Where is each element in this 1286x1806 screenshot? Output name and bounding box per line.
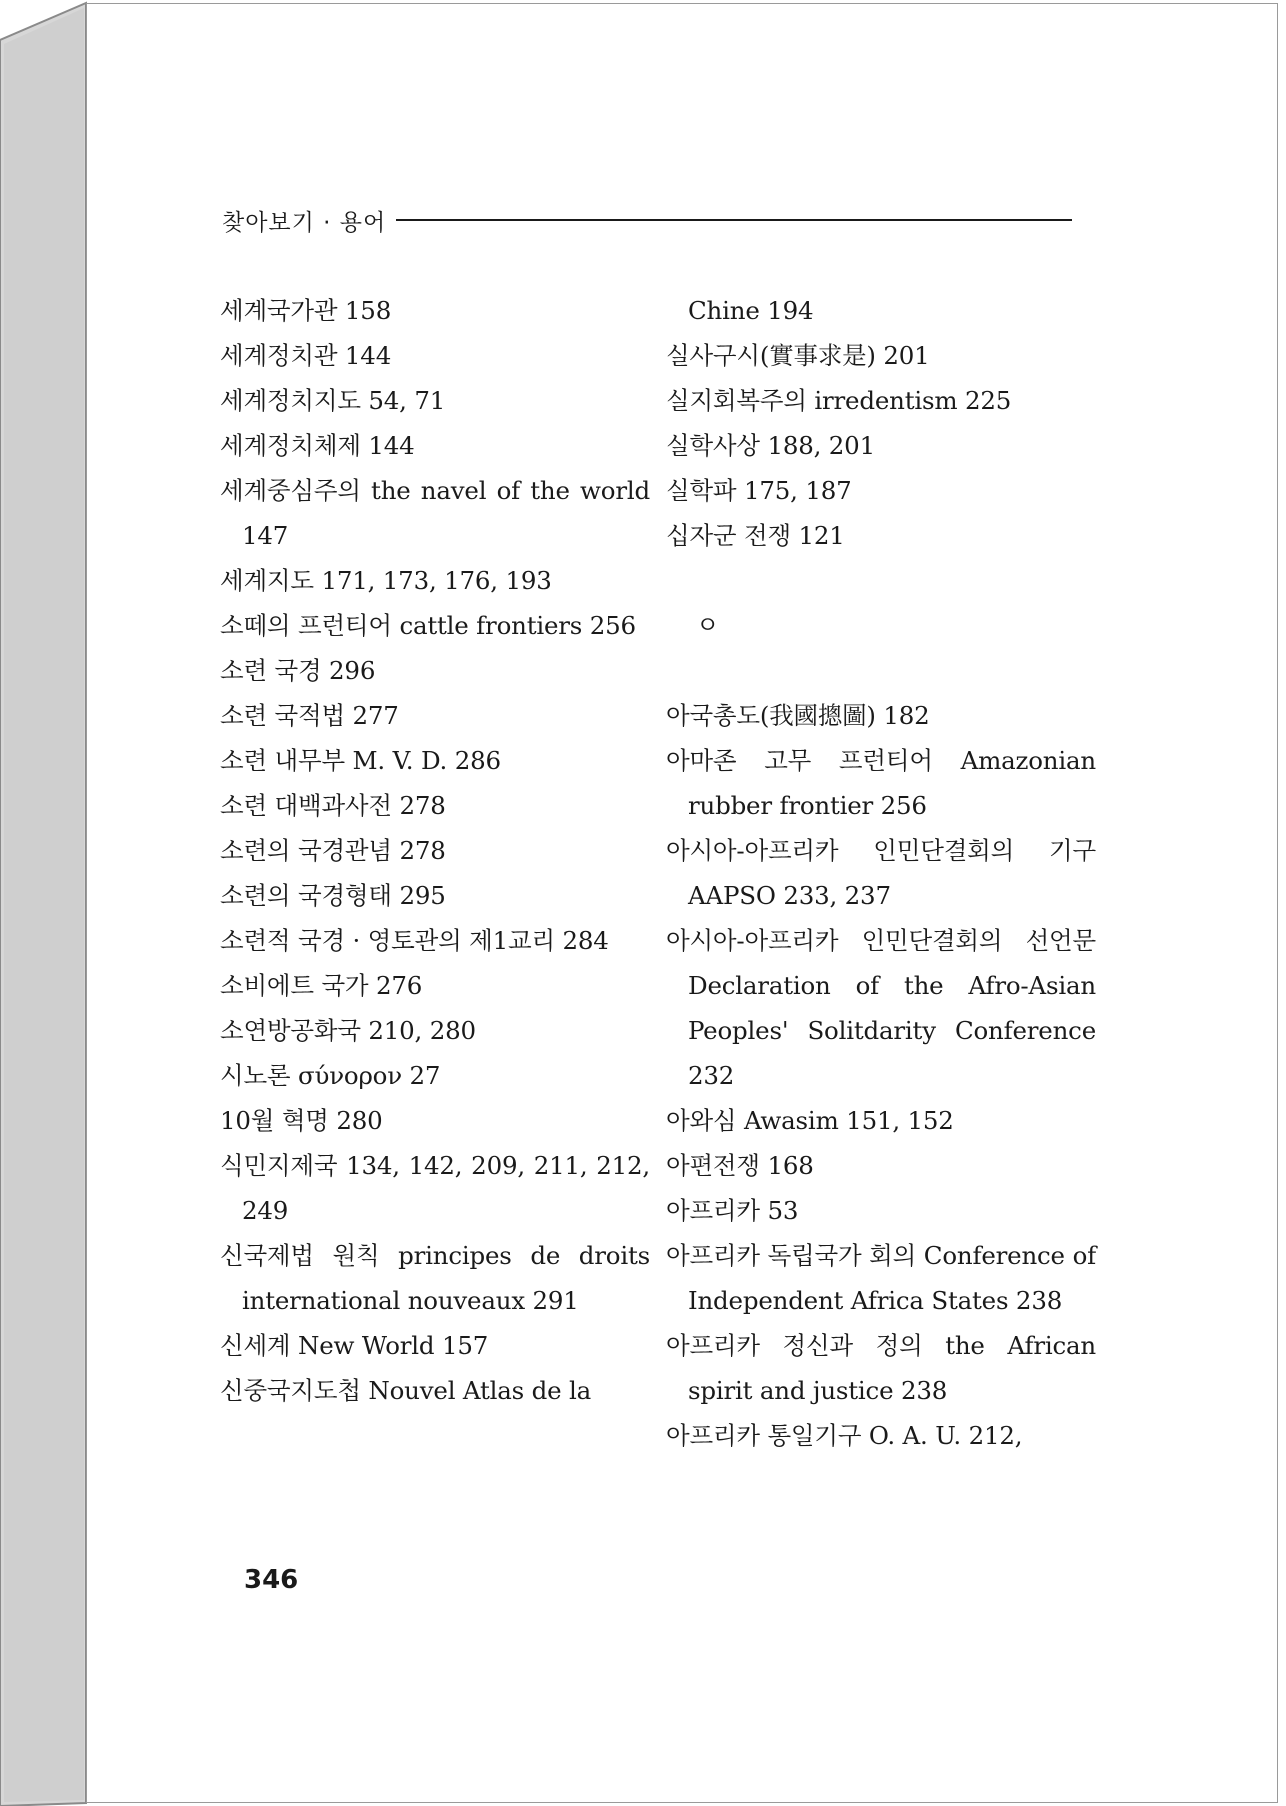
index-entry: 소연방공화국 210, 280	[220, 1016, 476, 1045]
running-head	[222, 200, 1072, 240]
index-entry: 세계정치지도 54, 71	[220, 386, 446, 415]
index-entry: 소떼의 프런티어 cattle frontiers 256	[220, 611, 636, 640]
index-entry: 소련적 국경 · 영토관의 제1교리 284	[220, 926, 609, 955]
index-entry: 아프리카 통일기구 O. A. U. 212,	[666, 1421, 1023, 1450]
index-entry: 소련 대백과사전 278	[220, 791, 446, 820]
index-entry: 소련 국경 296	[220, 656, 376, 685]
right-column	[666, 288, 1096, 1458]
left-column	[220, 288, 650, 1413]
index-entry: 아편전쟁 168	[666, 1151, 814, 1180]
index-entry: 세계중심주의 the navel of the world 147	[220, 476, 650, 550]
index-entry: 소비에트 국가 276	[220, 971, 423, 1000]
index-entry: 신국제법 원칙 principes de droits international nouveaux 291	[220, 1241, 650, 1315]
index-entry: 아시아-아프리카 인민단결회의 선언문 Declaration of the Afro-Asian Peoples' Solitdarity Conference 232	[666, 926, 1096, 1090]
index-entry: 식민지제국 134, 142, 209, 211, 212, 249	[220, 1151, 650, 1225]
index-entry: 아국총도(我國摠圖) 182	[666, 701, 930, 730]
index-entry: 세계지도 171, 173, 176, 193	[220, 566, 552, 595]
index-entry: 아시아-아프리카 인민단결회의 기구 AAPSO 233, 237	[666, 836, 1096, 910]
index-entry: 실사구시(實事求是) 201	[666, 341, 930, 370]
index-entry: 아프리카 독립국가 회의 Conference of Independent Africa States 238	[666, 1241, 1096, 1315]
index-entry: 10월 혁명 280	[220, 1106, 383, 1135]
index-entry: 신중국지도첩 Nouvel Atlas de la	[220, 1376, 592, 1405]
index-entry: 아프리카 정신과 정의 the African spirit and justice 238	[666, 1331, 1096, 1405]
index-entry: 소련의 국경형태 295	[220, 881, 446, 910]
section-letter: ㅇ	[696, 611, 720, 639]
index-entry: 시노론 σύνορον 27	[220, 1061, 441, 1090]
index-entry: 실학사상 188, 201	[666, 431, 875, 460]
header-rule	[396, 219, 1072, 221]
index-entry: 소련의 국경관념 278	[220, 836, 446, 865]
index-entry: 아마존 고무 프런티어 Amazonian rubber frontier 256	[666, 746, 1096, 820]
index-entry: 소련 내무부 M. V. D. 286	[220, 746, 501, 775]
index-entry: 세계국가관 158	[220, 296, 392, 325]
index-entry: 세계정치체제 144	[220, 431, 415, 460]
index-entry: 십자군 전쟁 121	[666, 521, 845, 550]
section-gap	[666, 648, 1096, 693]
index-entry: 아프리카 53	[666, 1196, 799, 1225]
running-head-title: 찾아보기 · 용어	[222, 209, 387, 236]
index-entry: 신세계 New World 157	[220, 1331, 489, 1360]
index-entry: 실지회복주의 irredentism 225	[666, 386, 1012, 415]
index-entry: 소련 국적법 277	[220, 701, 399, 730]
page-number: 346	[244, 1565, 299, 1595]
section-gap	[666, 558, 1096, 603]
index-entry-continuation: Chine 194	[688, 296, 814, 325]
index-entry: 실학파 175, 187	[666, 476, 852, 505]
index-entry: 아와심 Awasim 151, 152	[666, 1106, 954, 1135]
index-entry: 세계정치관 144	[220, 341, 392, 370]
